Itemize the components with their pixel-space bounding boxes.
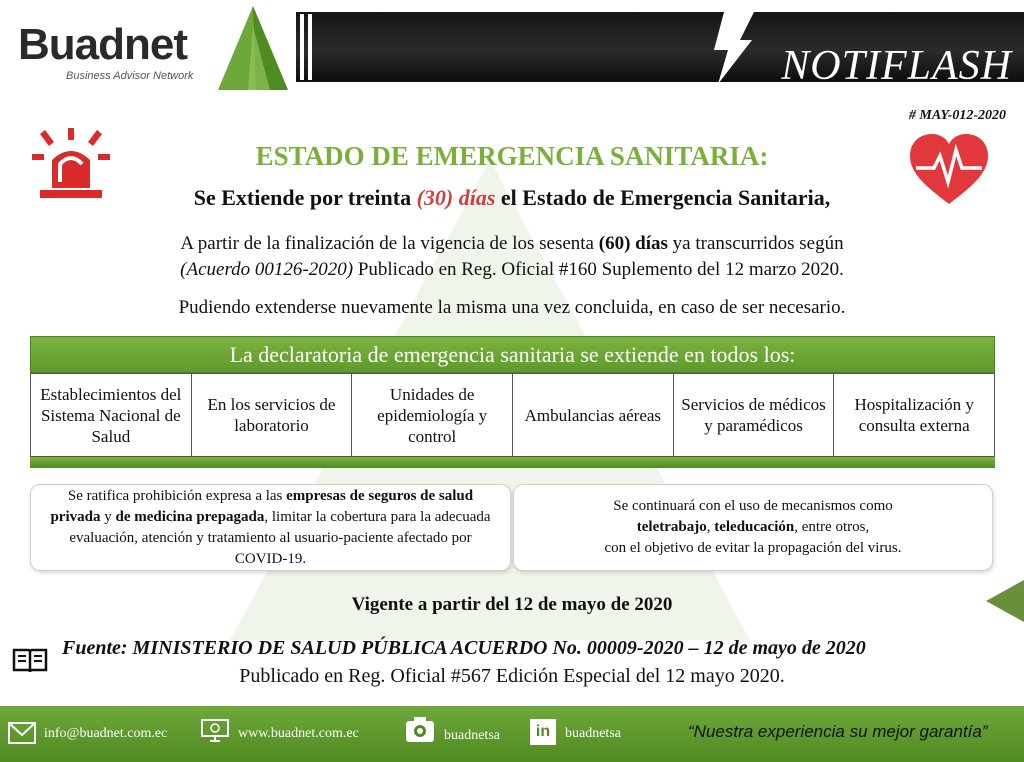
subtitle-post: el Estado de Emergencia Sanitaria, [495,185,831,210]
note-text: Se continuará con el uso de mecanismos como [613,498,893,514]
paragraph-2: Pudiendo extenderse nuevamente la misma una vez concluida, en caso de ser necesario. [178,297,846,318]
p1-a: A partir de la finalización de la vigencia de los sesenta [180,233,599,254]
paragraph-1 [0,231,1024,283]
note-bold: empresas de seguros de salud privada [50,487,474,525]
email-icon [8,722,36,744]
page-title: ESTADO DE EMERGENCIA SANITARIA: [255,141,769,171]
footer-slogan: “Nuestra experiencia su mejor garantía” [688,722,988,741]
table-cell: En los servicios de laboratorio [192,374,353,456]
header-banner [296,12,1024,89]
telework-note-text [605,496,902,559]
table-cell: Hospitalización y consulta externa [854,395,974,435]
table-cell: Establecimientos del Sistema Nacional de Salud [31,374,192,456]
table-cell: Ambulancias aéreas [513,374,674,456]
banner-title: NOTIFLASH [781,43,1012,89]
table-header: La declaratoria de emergencia sanitaria se extiende en todos los: [30,336,995,373]
note-text: , limitar la cobertura para la adecuada evaluación, atención y tratamiento al usuario-paciente afectado por COVID-19. [69,508,491,567]
triangle-pointer-icon [986,580,1024,622]
subtitle [0,185,1024,211]
table-cell: Servicios de médicos y paramédicos [674,374,835,456]
p1-c: ya transcurridos según [667,233,844,254]
subtitle-red: (30) días [416,185,496,210]
footer-instagram-link[interactable]: buadnetsa [444,728,500,743]
insurance-note-box [30,484,511,571]
footer-linkedin-link[interactable]: buadnetsa [565,726,621,741]
note-text: , [706,519,715,535]
logo-tagline: Business Advisor Network [66,70,194,82]
note-bold: teleducación [714,519,795,535]
bulletin-code: # MAY-012-2020 [908,108,1006,123]
lightning-icon [710,10,756,86]
logo-name: Buadnet [18,20,187,69]
buadnet-logo [18,6,288,90]
camera-icon [405,716,435,744]
table-row [30,373,995,457]
note-text: Se ratifica prohibición expresa a las [67,487,287,504]
logo-triangle-icon [218,6,288,90]
p1-d: (Acuerdo 00126-2020) [180,259,354,280]
p1-e: Publicado en Reg. Oficial #160 Suplemento del 12 marzo 2020. [353,259,844,280]
footer-web-link[interactable]: www.buadnet.com.ec [238,726,359,741]
telework-note-box [513,484,993,571]
insurance-note-text [45,486,496,570]
p1-b: (60) días [598,233,668,254]
publication-note: Publicado en Reg. Oficial #567 Edición Especial del 12 mayo 2020. [239,665,785,687]
note-bold: de medicina prepagada [115,508,265,525]
header-stripes [300,14,318,80]
note-text: y [100,508,116,525]
note-text: , entre otros, [794,519,870,535]
monitor-icon [200,718,230,744]
table-cell: Unidades de epidemiología y control [352,374,513,456]
table-footer-bar [30,457,995,468]
subtitle-pre: Se Extiende por treinta [193,185,417,210]
effective-date: Vigente a partir del 12 de mayo de 2020 [351,594,673,615]
source-citation: Fuente: MINISTERIO DE SALUD PÚBLICA ACUERDO No. 00009-2020 – 12 de mayo de 2020 [62,637,866,659]
note-bold: teletrabajo [636,519,707,535]
linkedin-icon: in [530,719,556,745]
note-text: con el objetivo de evitar la propagación del virus. [604,540,902,556]
footer-email-link[interactable]: info@buadnet.com.ec [44,726,168,741]
